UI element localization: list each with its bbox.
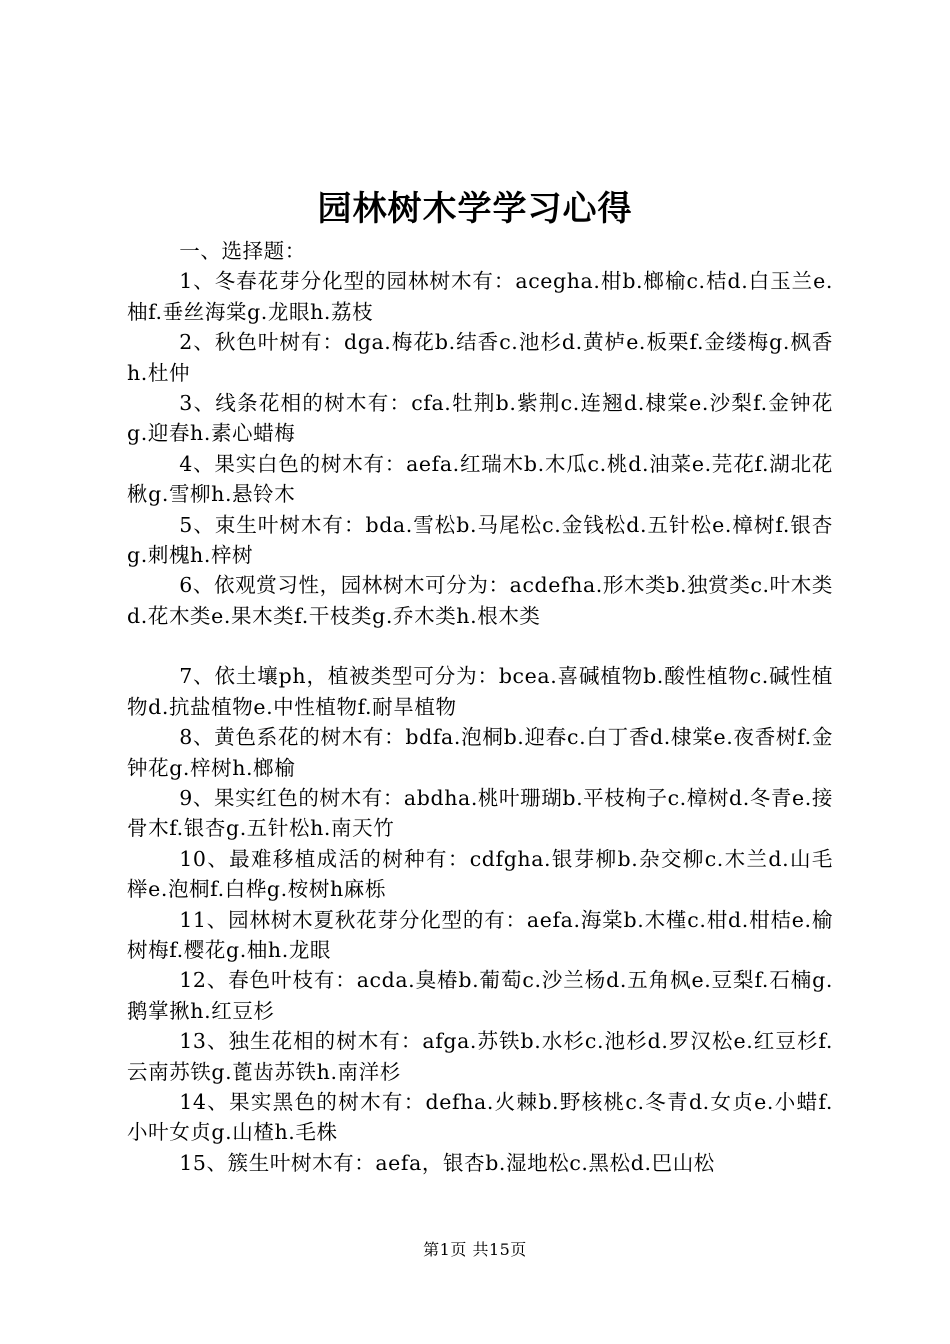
document-title: 园林树木学学习心得 [317,189,633,229]
question-7: 7、依土壤ph，植被类型可分为：bcea.喜碱植物b.酸性植物c.碱性植物d.抗盐植物e.中性植物f.耐旱植物 [127,664,833,719]
question-13: 13、独生花相的树木有：afga.苏铁b.水杉c.池杉d.罗汉松e.红豆杉f.云南苏铁g.蓖齿苏铁h.南洋杉 [127,1029,833,1084]
page-number-footer: 第1页 共15页 [423,1240,527,1259]
question-3: 3、线条花相的树木有：cfa.牡荆b.紫荆c.连翘d.棣棠e.沙梨f.金钟花g.迎春h.素心蜡梅 [127,391,833,446]
question-11: 11、园林树木夏秋花芽分化型的有：aefa.海棠b.木槿c.柑d.柑桔e.榆树梅f.樱花g.柚h.龙眼 [127,907,833,962]
question-14: 14、果实黑色的树木有：defha.火棘b.野核桃c.冬青d.女贞e.小蜡f.小叶女贞g.山楂h.毛株 [127,1089,833,1145]
question-2: 2、秋色叶树有：dga.梅花b.结香c.池杉d.黄栌e.板栗f.金缕梅g.枫香h.杜仲 [127,330,833,385]
question-15: 15、簇生叶树木有：aefa，银杏b.湿地松c.黑松d.巴山松 [179,1150,715,1175]
question-1: 1、冬春花芽分化型的园林树木有：acegha.柑b.榔榆c.桔d.白玉兰e.柚f.垂丝海棠g.龙眼h.荔枝 [127,269,833,324]
question-5: 5、束生叶树木有：bda.雪松b.马尾松c.金钱松d.五针松e.樟树f.银杏g.刺槐h.梓树 [127,512,833,568]
question-6: 6、依观赏习性，园林树木可分为：acdefha.形木类b.独赏类c.叶木类d.花木类e.果木类f.干枝类g.乔木类h.根木类 [127,573,833,628]
section-heading: 一、选择题： [179,239,306,263]
document-body [127,236,833,1178]
question-10: 10、最难移植成活的树种有：cdfgha.银芽柳b.杂交柳c.木兰d.山毛榉e.泡桐f.白桦g.桉树h麻栎 [127,846,833,902]
question-4: 4、果实白色的树木有：aefa.红瑞木b.木瓜c.桃d.油菜e.芫花f.湖北花楸g.雪柳h.悬铃木 [127,451,833,507]
question-8: 8、黄色系花的树木有：bdfa.泡桐b.迎春c.白丁香d.棣棠e.夜香树f.金钟花g.梓树h.榔榆 [127,725,833,780]
question-12: 12、春色叶枝有：acda.臭椿b.葡萄c.沙兰杨d.五角枫e.豆梨f.石楠g.鹅掌揪h.红豆杉 [127,968,833,1023]
question-9: 9、果实红色的树木有：abdha.桃叶珊瑚b.平枝栒子c.樟树d.冬青e.接骨木f.银杏g.五针松h.南天竹 [127,785,833,841]
